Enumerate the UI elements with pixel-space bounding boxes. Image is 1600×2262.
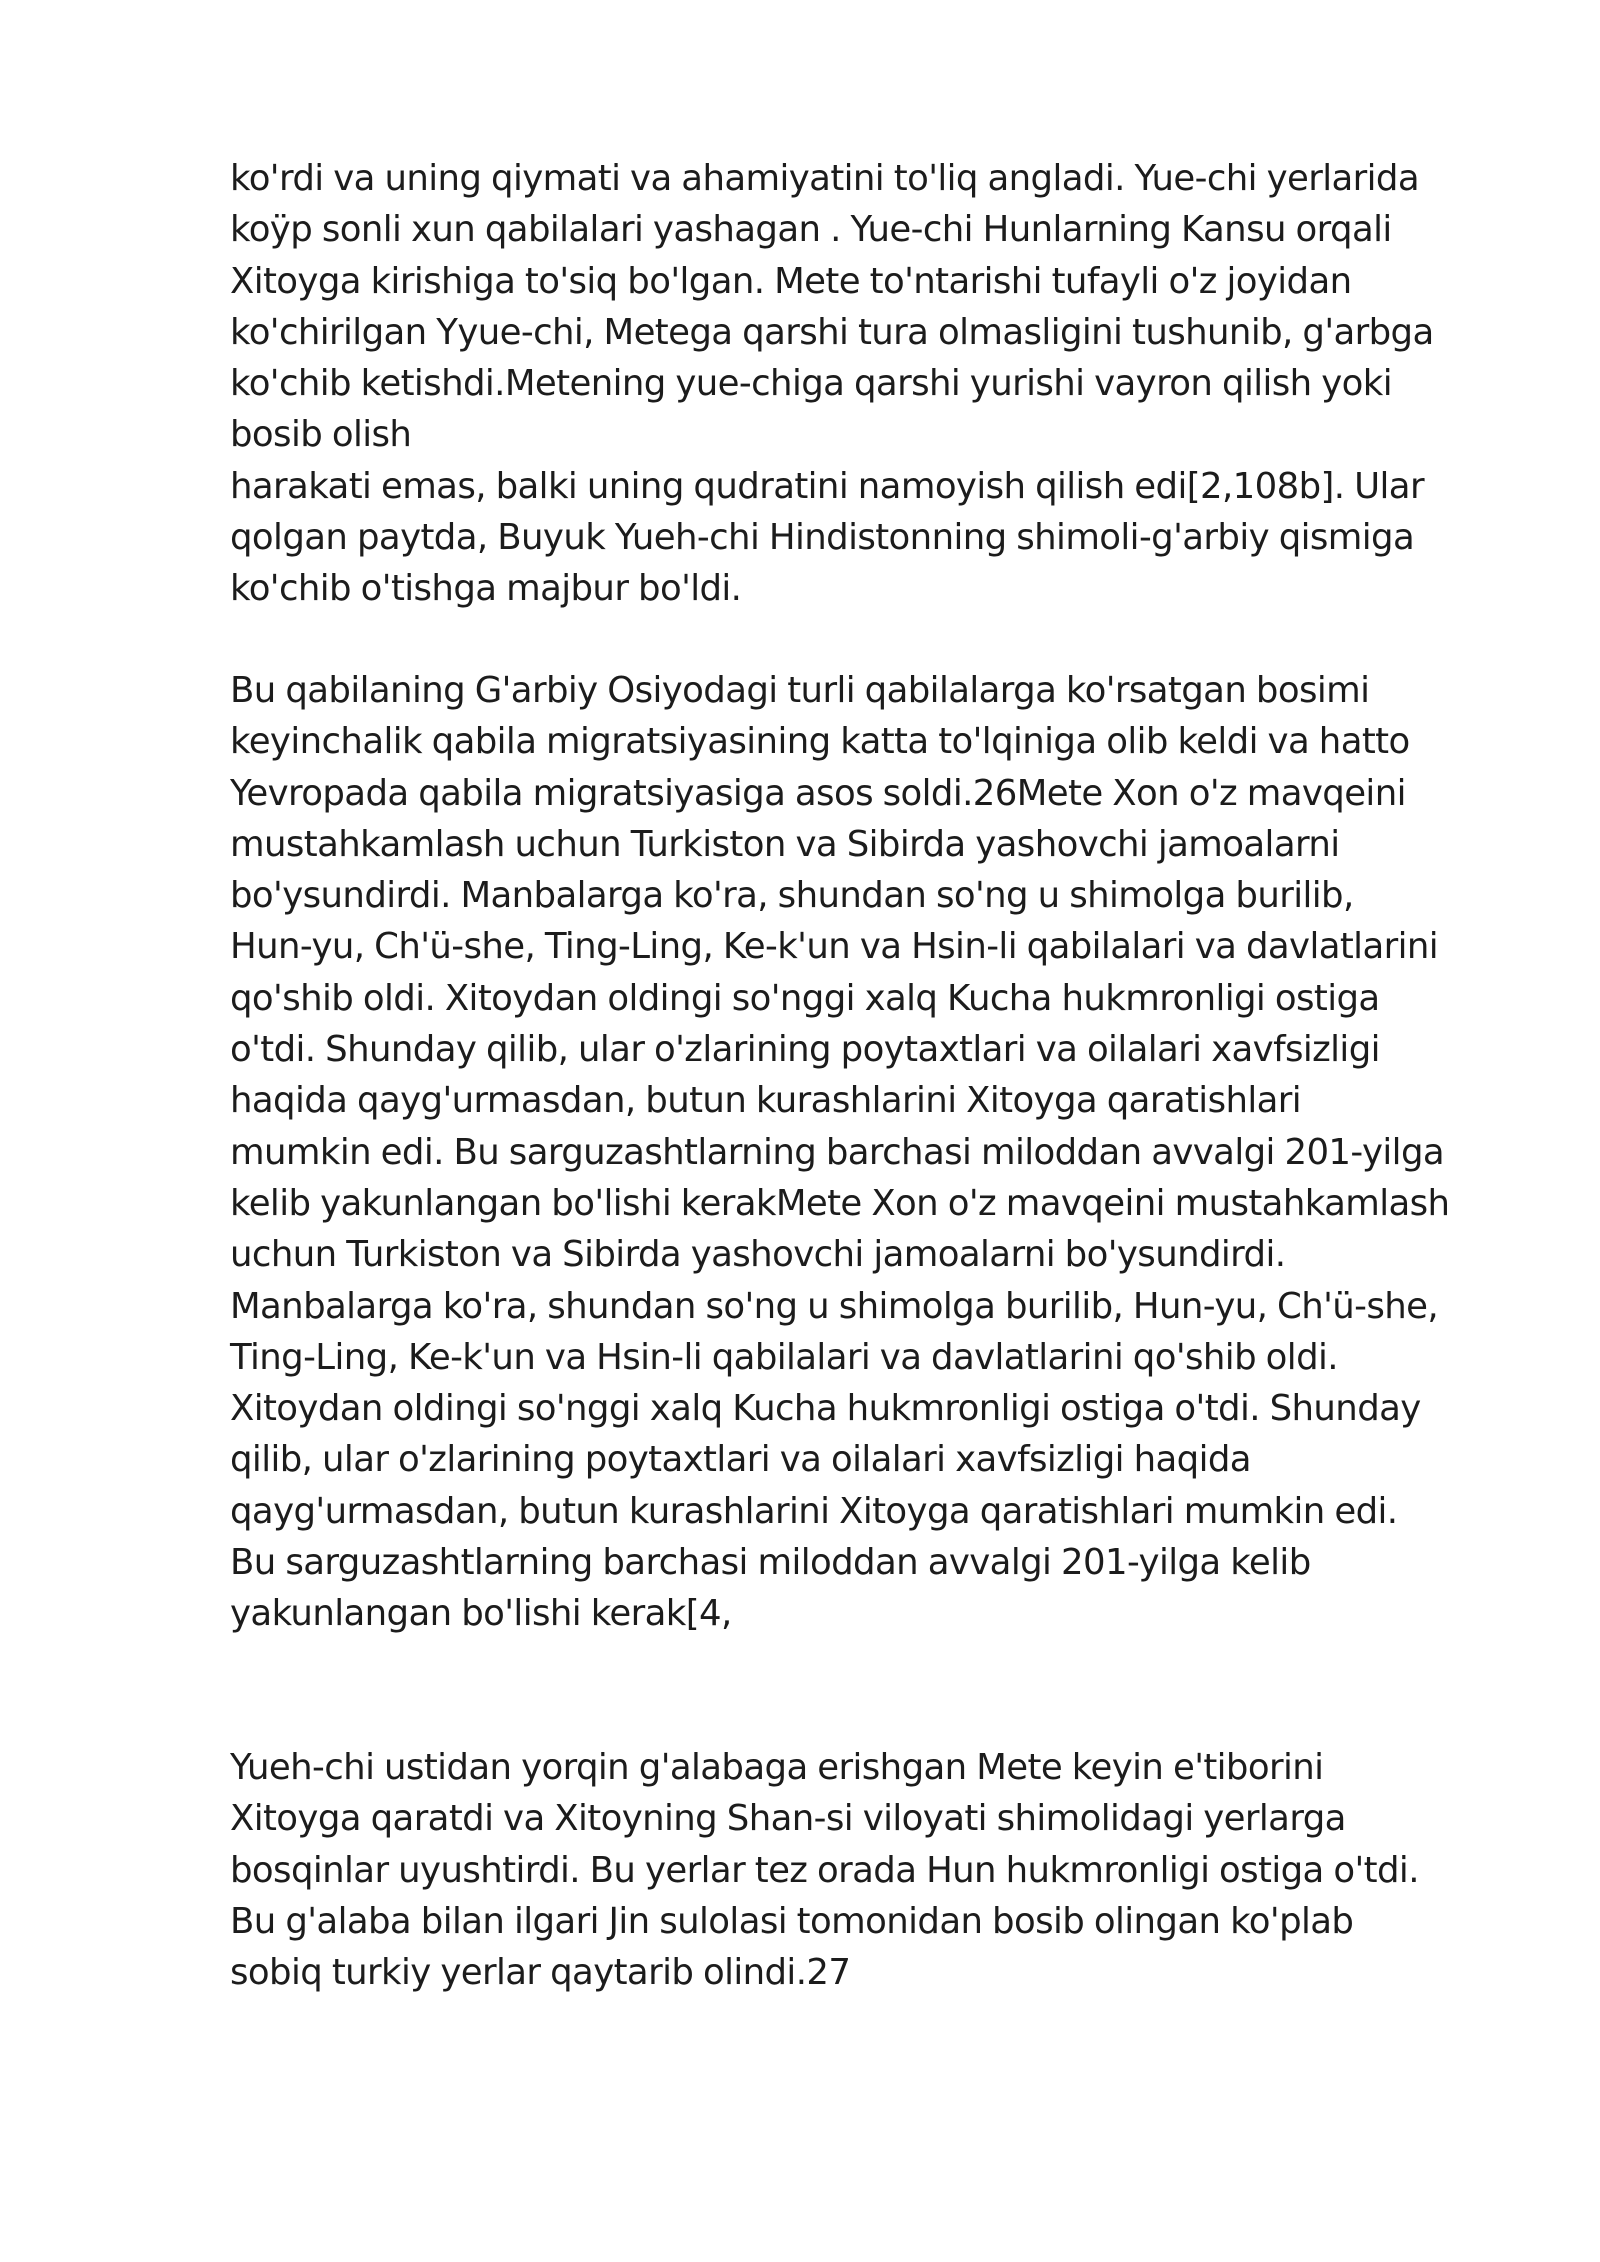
text-line: bosib olish bbox=[230, 414, 412, 456]
text-line: Yevropada qabila migratsiyasiga asos soldi.26Mete Xon o'z mavqeini bbox=[230, 772, 1406, 814]
text-line: uchun Turkiston va Sibirda yashovchi jamoalarni bo'ysundirdi. bbox=[230, 1234, 1286, 1276]
text-line: mustahkamlash uchun Turkiston va Sibirda yashovchi jamoalarni bbox=[230, 823, 1340, 865]
text-line: Manbalarga ko'ra, shundan so'ng u shimolga burilib, Hun-yu, Ch'ü-she, bbox=[230, 1285, 1439, 1327]
text-line: sobiq turkiy yerlar qaytarib olindi.27 bbox=[230, 1952, 851, 1994]
text-line: qo'shib oldi. Xitoydan oldingi so'nggi xalq Kucha hukmronligi ostiga bbox=[230, 977, 1380, 1019]
text-line: Xitoyga qaratdi va Xitoyning Shan-si viloyati shimolidagi yerlarga bbox=[230, 1798, 1346, 1840]
text-line: ko'chirilgan Yyue-chi, Metega qarshi tura olmasligini tushunib, g'arbga bbox=[230, 311, 1434, 353]
text-line: qayg'urmasdan, butun kurashlarini Xitoyga qaratishlari mumkin edi. bbox=[230, 1490, 1398, 1532]
text-line: Bu qabilaning G'arbiy Osiyodagi turli qabilalarga ko'rsatgan bosimi bbox=[230, 670, 1370, 711]
text-line: bo'ysundirdi. Manbalarga ko'ra, shundan so'ng u shimolga burilib, bbox=[230, 875, 1354, 917]
text-line: koÿp sonli xun qabilalari yashagan . Yue-chi Hunlarning Kansu orqali bbox=[230, 209, 1392, 251]
text-line: haqida qayg'urmasdan, butun kurashlarini Xitoyga qaratishlari bbox=[230, 1080, 1302, 1122]
text-line: Bu g'alaba bilan ilgari Jin sulolasi tomonidan bosib olingan ko'plab bbox=[230, 1900, 1354, 1942]
text-line: ko'chib o'tishga majbur bo'ldi. bbox=[230, 568, 742, 610]
text-line: bosqinlar uyushtirdi. Bu yerlar tez orada Hun hukmronligi ostiga o'tdi. bbox=[230, 1849, 1419, 1891]
text-line: harakati emas, balki uning qudratini namoyish qilish edi[2,108b]. Ular bbox=[230, 465, 1424, 507]
text-line: Hun-yu, Ch'ü-she, Ting-Ling, Ke-k'un va Hsin-li qabilalari va davlatlarini bbox=[230, 926, 1439, 968]
text-line: o'tdi. Shunday qilib, ular o'zlarining poytaxtlari va oilalari xavfsizligi bbox=[230, 1029, 1380, 1071]
text-line: kelib yakunlangan bo'lishi kerakMete Xon o'z mavqeini mustahkamlash bbox=[230, 1182, 1450, 1224]
text-line: Ting-Ling, Ke-k'un va Hsin-li qabilalari va davlatlarini qo'shib oldi. bbox=[230, 1336, 1338, 1378]
text-line: yakunlangan bo'lishi kerak[4, bbox=[230, 1593, 732, 1635]
text-line: ko'chib ketishdi.Metening yue-chiga qarshi yurishi vayron qilish yoki bbox=[230, 363, 1392, 405]
text-line: Xitoydan oldingi so'nggi xalq Kucha hukmronligi ostiga o'tdi. Shunday bbox=[230, 1388, 1421, 1430]
text-line: mumkin edi. Bu sarguzashtlarning barchasi miloddan avvalgi 201-yilga bbox=[230, 1131, 1445, 1173]
text-line: keyinchalik qabila migratsiyasining katta to'lqiniga olib keldi va hatto bbox=[230, 721, 1410, 763]
text-line: Xitoyga kirishiga to'siq bo'lgan. Mete to'ntarishi tufayli o'z joyidan bbox=[230, 260, 1352, 302]
text-line: qolgan paytda, Buyuk Yueh-chi Hindistonning shimoli-g'arbiy qismiga bbox=[230, 517, 1415, 559]
paragraph-3 bbox=[230, 1742, 1520, 1998]
text-line: ko'rdi va uning qiymati va ahamiyatini to'liq angladi. Yue-chi yerlarida bbox=[230, 158, 1420, 199]
paragraph-2 bbox=[230, 665, 1520, 1640]
text-line: qilib, ular o'zlarining poytaxtlari va oilalari xavfsizligi haqida bbox=[230, 1439, 1251, 1481]
paragraph-1 bbox=[230, 153, 1520, 615]
text-line: Yueh-chi ustidan yorqin g'alabaga erishgan Mete keyin e'tiborini bbox=[230, 1747, 1324, 1788]
text-line: Bu sarguzashtlarning barchasi miloddan avvalgi 201-yilga kelib bbox=[230, 1542, 1311, 1584]
